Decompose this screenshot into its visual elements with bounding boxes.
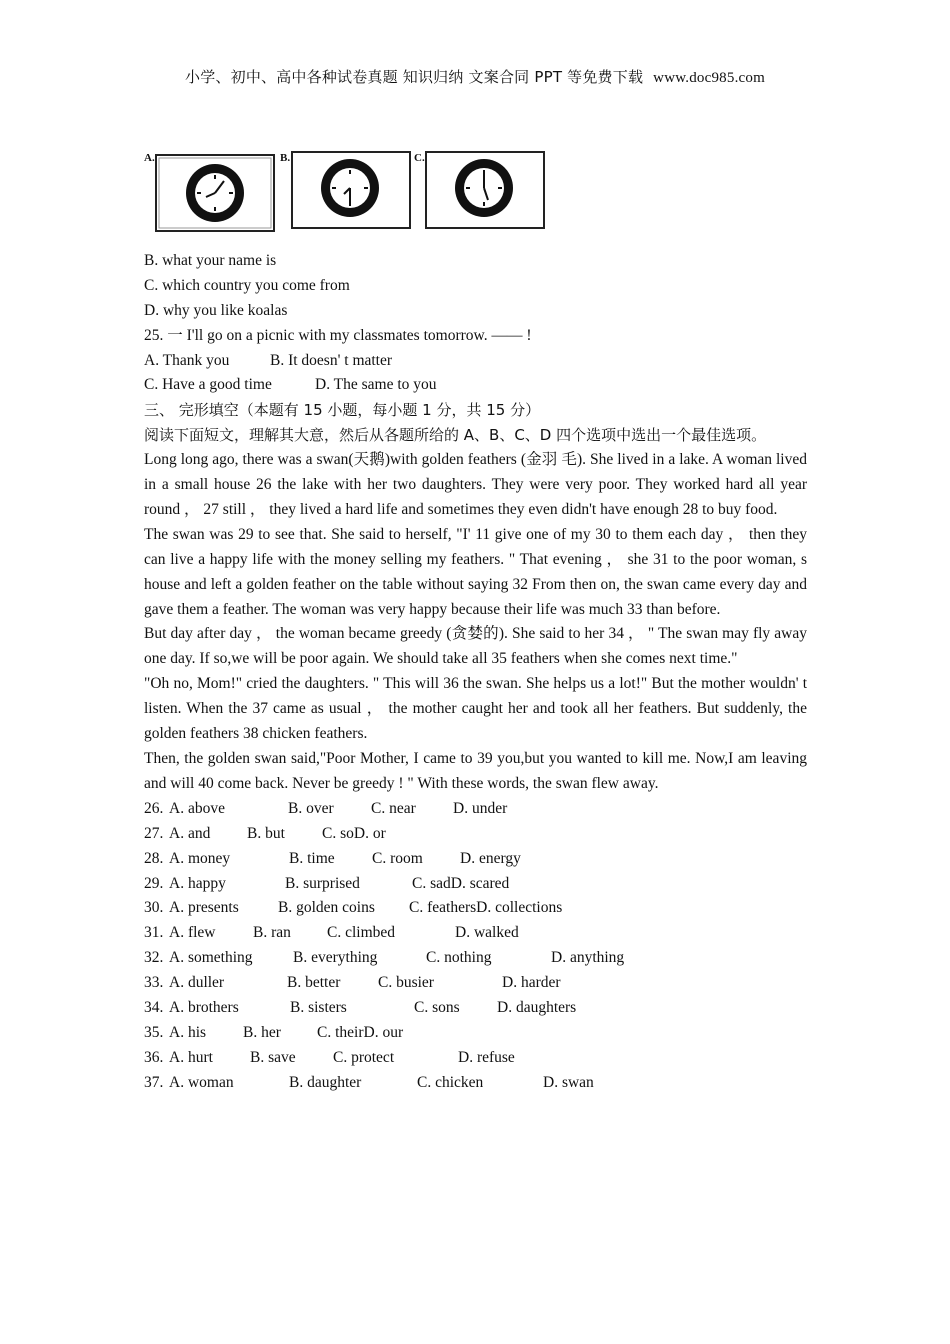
header-url: www.doc985.com [653, 70, 765, 86]
option-d: D. walked [455, 924, 519, 942]
question-row [144, 996, 807, 1021]
question-number: 34. [144, 998, 164, 1016]
option-a: A. woman [169, 1073, 234, 1091]
option-d: D. collections [476, 899, 563, 917]
q25-option-c: C. Have a good time [144, 376, 272, 394]
question-row [144, 896, 807, 921]
option-a: A. happy [169, 874, 226, 892]
question-row [144, 1071, 807, 1096]
question-row [144, 797, 807, 822]
question-number: 30. [144, 899, 164, 917]
option-b: B. everything [293, 949, 378, 967]
option-b: B. over [288, 799, 334, 817]
option-c: C. sad [412, 874, 451, 892]
clock-a-icon [154, 153, 289, 239]
option-b: B. surprised [285, 874, 360, 892]
q24-option-d: D. why you like koalas [144, 301, 288, 319]
option-c: C. room [372, 849, 423, 867]
option-b: B. her [243, 1023, 281, 1041]
option-d: D. energy [460, 849, 521, 867]
option-c: C. feathers [409, 899, 477, 917]
option-c: C. so [322, 824, 354, 842]
q24-option-b: B. what your name is [144, 252, 277, 269]
option-a: A. something [169, 949, 253, 967]
option-d: D. scared [450, 874, 510, 892]
q25-options-row1 [144, 349, 807, 374]
page-header [0, 66, 950, 87]
clock-c-icon [424, 150, 559, 236]
option-a: A. brothers [169, 998, 239, 1016]
option-b: B. time [289, 849, 335, 867]
question-number: 27. [144, 824, 164, 842]
q25-option-a: A. Thank you [144, 351, 230, 369]
clock-option-label: B. [280, 152, 291, 164]
q25-stem: 25. 一 I'll go on a picnic with my classmates tomorrow. —— ! [144, 326, 532, 344]
option-d: D. or [353, 824, 386, 842]
clock-option-label: A. [144, 152, 155, 164]
option-a: A. presents [169, 899, 239, 917]
option-a: A. duller [169, 974, 225, 992]
question-row [144, 971, 807, 996]
option-c: C. near [371, 799, 416, 817]
option-b: B. save [250, 1048, 296, 1066]
option-c: C. their [317, 1023, 364, 1041]
q25-options-row2 [144, 373, 807, 398]
option-d: D. our [363, 1023, 404, 1041]
q24-option-c: C. which country you come from [144, 276, 350, 294]
option-b: B. sisters [290, 998, 347, 1016]
question-row [144, 1046, 807, 1071]
q25-option-d: D. The same to you [315, 376, 437, 394]
option-d: D. daughters [497, 998, 577, 1016]
question-number: 26. [144, 799, 164, 817]
option-c: C. protect [333, 1048, 395, 1066]
clock-option-label: C. [414, 152, 425, 164]
option-b: B. but [247, 824, 285, 842]
question-number: 37. [144, 1073, 164, 1091]
option-d: D. under [453, 799, 508, 817]
option-b: B. golden coins [278, 899, 375, 917]
question-row [144, 1021, 807, 1046]
passage-paragraph: "Oh no, Mom!" cried the daughters. " This will 36 the swan. She helps us a lot!" But the mother wouldn' t listen. When the 37 came as usual ， the mother caught her and took all her feathers. But suddenly, the golden feathers 38 chicken feathers. [144, 675, 807, 743]
option-a: A. hurt [169, 1048, 213, 1066]
option-a: A. and [169, 824, 211, 842]
option-b: B. daughter [289, 1073, 362, 1091]
question-number: 28. [144, 849, 164, 867]
question-number: 31. [144, 924, 164, 942]
option-c: C. chicken [417, 1073, 484, 1091]
option-c: C. nothing [426, 949, 492, 967]
section-title: 三、 完形填空（本题有 15 小题，每小题 1 分，共 15 分） [144, 401, 541, 420]
option-b: B. ran [253, 924, 291, 942]
question-number: 35. [144, 1023, 164, 1041]
option-c: C. sons [414, 998, 460, 1016]
header-text: 小学、初中、高中各种试卷真题 知识归纳 文案合同 PPT 等免费下载 [185, 68, 644, 86]
question-row [144, 822, 807, 847]
passage-paragraph: Then, the golden swan said,"Poor Mother, I came to 39 you,but you wanted to kill me. Now,I am leaving and will 40 come back. Never be greedy ! " With these words, the swan flew away. [144, 750, 807, 792]
clock-options [144, 150, 554, 236]
passage-paragraph: The swan was 29 to see that. She said to herself, "I' 11 give one of my 30 to them each day ， then they can live a happy life with the money selling my feathers. " That evening ， she 31 to the poor woman, s house and left a golden feather on the table without saying 32 From then on, the swan came every day and gave them a feather. The woman was very happy because their life was much 33 than before. [144, 525, 807, 618]
question-row [144, 847, 807, 872]
option-a: A. flew [169, 924, 216, 942]
section-instruction: 阅读下面短文，理解其大意，然后从各题所给的 A、B、C、D 四个选项中选出一个最佳选项。 [144, 426, 767, 445]
q25-option-b: B. It doesn' t matter [270, 351, 393, 369]
document-body [144, 249, 807, 1096]
option-d: D. anything [551, 949, 625, 967]
clock-b-icon [290, 150, 425, 236]
option-d: D. refuse [458, 1048, 515, 1066]
option-d: D. harder [502, 974, 561, 992]
question-row [144, 946, 807, 971]
passage-paragraph: Long long ago, there was a swan(天鹅)with golden feathers (金羽 毛). She lived in a lake. A woman lived in a small house 26 the lake with her two daughters. They were very poor. They worked hard all year round ， 27 still ， they lived a hard life and sometimes they even didn't have enough 28 to buy food. [144, 451, 807, 518]
question-number: 29. [144, 874, 164, 892]
option-a: A. above [169, 799, 225, 817]
option-c: C. busier [378, 974, 434, 992]
option-d: D. swan [543, 1073, 594, 1091]
question-list [144, 797, 807, 1096]
passage-paragraph: But day after day ， the woman became greedy (贪婪的). She said to her 34 ， " The swan may fly away one day. If so,we will be poor again. We should take all 35 feathers when she comes next time." [144, 625, 807, 668]
question-number: 33. [144, 974, 164, 992]
question-number: 32. [144, 949, 164, 967]
option-b: B. better [287, 974, 341, 992]
option-a: A. his [169, 1023, 207, 1041]
question-row [144, 872, 807, 897]
question-number: 36. [144, 1048, 164, 1066]
option-a: A. money [169, 849, 231, 867]
option-c: C. climbed [327, 924, 396, 942]
question-row [144, 921, 807, 946]
